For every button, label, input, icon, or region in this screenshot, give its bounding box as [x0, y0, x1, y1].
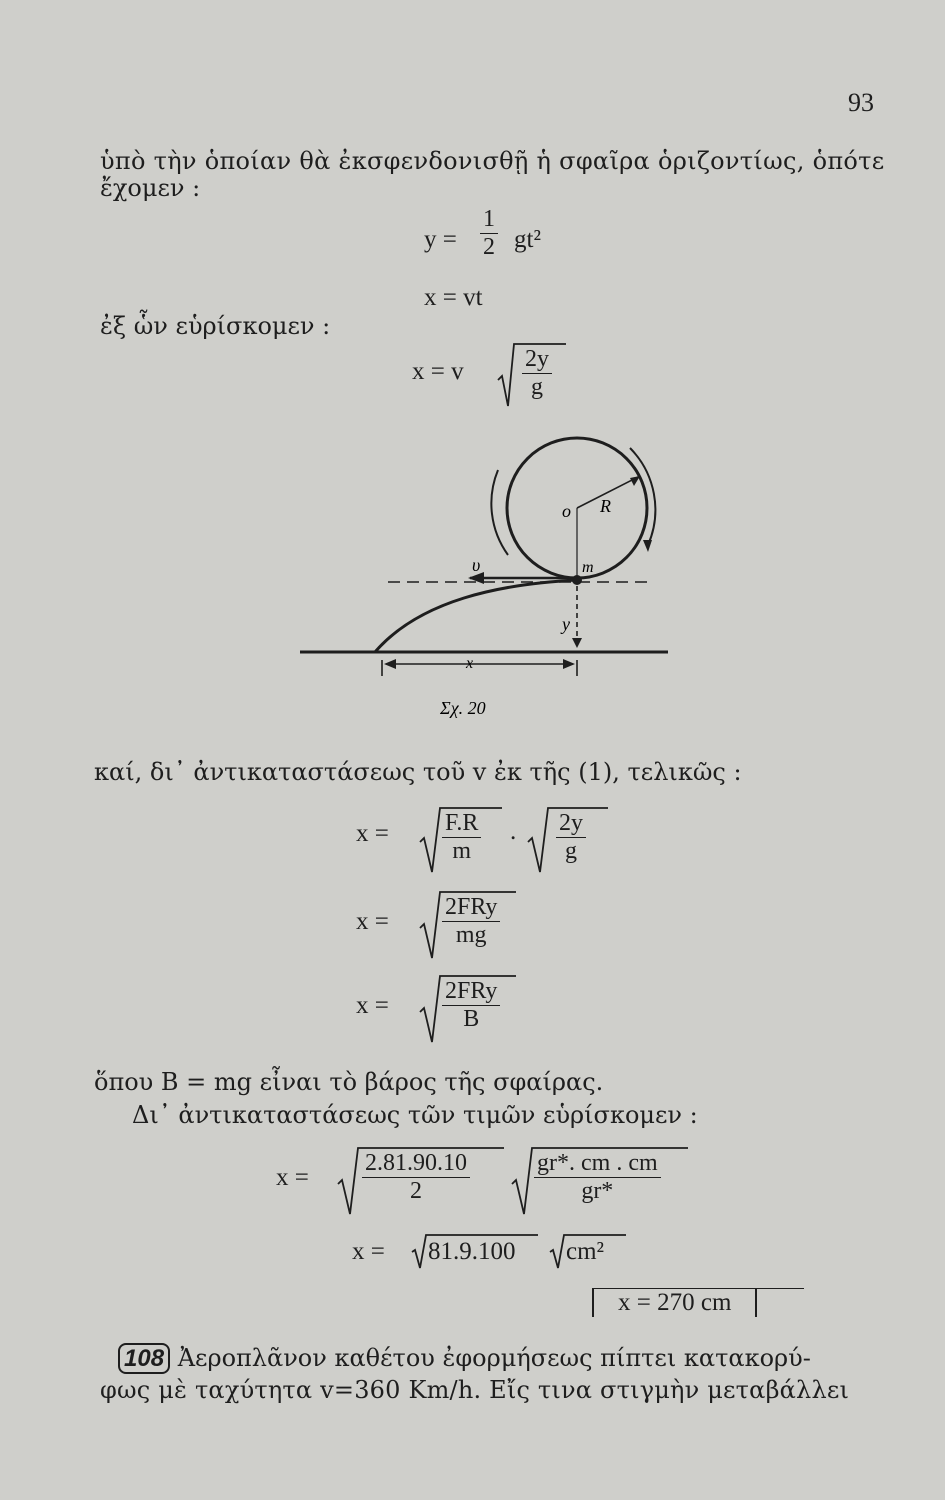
equation-x-v: x = v: [412, 358, 464, 385]
equation-5-lhs: x =: [356, 908, 389, 935]
problem-line-1: [118, 1344, 811, 1373]
denominator: 2: [410, 1178, 422, 1204]
numerator: 2.81.90.10: [365, 1150, 467, 1176]
denominator: gr*: [581, 1178, 614, 1204]
denominator: g: [565, 838, 577, 864]
denominator: mg: [455, 922, 487, 948]
numerator: F.R: [445, 810, 479, 836]
equation-y: y =: [424, 226, 457, 253]
equation-7-lhs: x =: [276, 1164, 309, 1191]
label-v: υ: [472, 555, 481, 575]
label-m: m: [582, 559, 594, 576]
fraction-FR-m: [442, 810, 481, 865]
values-line: Δι᾽ ἀντικαταστάσεως τῶν τιμῶν εὑρίσκομεν :: [132, 1101, 698, 1129]
denominator: g: [531, 374, 543, 400]
fraction-values: [362, 1150, 470, 1205]
from-which-line: ἐξ ὧν εὑρίσκομεν :: [100, 312, 331, 340]
fraction-2FRy-mg: [442, 894, 500, 949]
numerator: 2FRy: [445, 894, 498, 920]
substitution-line: καί, δι᾽ ἀντικαταστάσεως τοῦ v ἐκ τῆς (1), τελικῶς :: [94, 758, 742, 786]
fraction-2y-g: [556, 810, 586, 865]
trajectory-curve: [375, 580, 577, 652]
result-box-top: [594, 1288, 804, 1289]
denominator: B: [463, 1006, 480, 1032]
equation-6-lhs: x =: [356, 992, 389, 1019]
figure-caption: Σχ. 20: [440, 698, 486, 718]
numerator: 2FRy: [445, 978, 498, 1004]
numerator: 2y: [559, 810, 583, 836]
numerator: gr*. cm . cm: [537, 1150, 658, 1176]
problem-line-2: φως μὲ ταχύτητα v=360 Km/h. Εἴς τινα στιγμὴν μεταβάλλει: [100, 1376, 850, 1404]
fraction-2FRy-B: [442, 978, 500, 1033]
dot-operator: .: [510, 818, 517, 845]
root-value: 81.9.100: [428, 1238, 516, 1265]
label-y: y: [562, 614, 570, 634]
label-o: o: [562, 501, 571, 521]
equation-x-vt: x = vt: [424, 284, 483, 311]
label-R: R: [600, 496, 611, 516]
problem-number: 108: [118, 1343, 170, 1374]
where-line: ὅπου B = mg εἶναι τὸ βάρος τῆς σφαίρας.: [94, 1068, 604, 1096]
problem-text-1: Ἀεροπλᾶνον καθέτου ἐφορμήσεως πίπτει κατακορύ-: [177, 1344, 811, 1372]
label-x: x: [466, 655, 474, 672]
equation-gt2: gt²: [514, 226, 541, 253]
root-unit: cm²: [566, 1238, 605, 1265]
numerator: 2y: [525, 346, 549, 372]
fraction-units: [534, 1150, 661, 1205]
rotation-arrow-left: [491, 470, 508, 555]
numerator: 1: [483, 206, 495, 232]
equation-4-lhs: x =: [356, 820, 389, 847]
mass-point: [572, 575, 582, 585]
intro-line-2: ἔχομεν :: [100, 174, 201, 202]
equation-8-lhs: x =: [352, 1238, 385, 1265]
page-number: 93: [848, 88, 874, 117]
intro-line-1: ὑπὸ τὴν ὁποίαν θὰ ἐκσφενδονισθῇ ἡ σφαῖρα ὁριζοντίως, ὁπότε: [100, 147, 885, 175]
result-value: x = 270 cm: [618, 1289, 732, 1316]
result-box: [592, 1288, 757, 1317]
denominator: 2: [483, 234, 495, 260]
denominator: m: [452, 838, 472, 864]
